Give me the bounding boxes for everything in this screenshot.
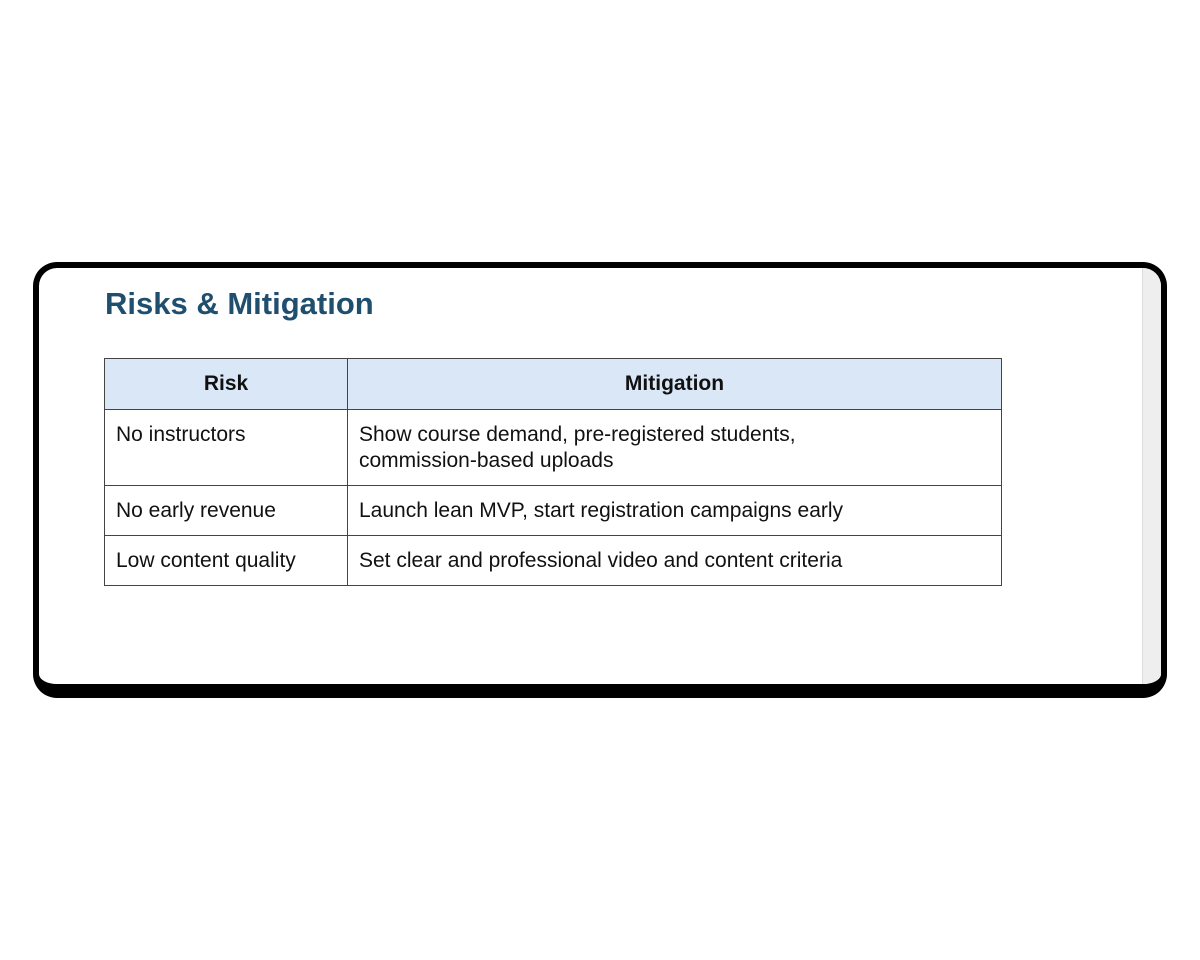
- section-title: Risks & Mitigation: [105, 286, 374, 321]
- table-row: [105, 410, 1002, 486]
- mitigation-cell: Set clear and professional video and content criteria: [348, 536, 1002, 586]
- risk-cell: No instructors: [105, 410, 348, 486]
- table-row: [105, 486, 1002, 536]
- table-header-row: [105, 359, 1002, 410]
- risk-cell: Low content quality: [105, 536, 348, 586]
- mitigation-cell: Launch lean MVP, start registration campaigns early: [348, 486, 1002, 536]
- column-header-risk: Risk: [105, 359, 348, 410]
- mitigation-cell: Show course demand, pre-registered students, commission-based uploads: [348, 410, 1002, 486]
- column-header-mitigation: Mitigation: [348, 359, 1002, 410]
- table-row: [105, 536, 1002, 586]
- scrollbar-track[interactable]: [1142, 268, 1161, 684]
- risk-cell: No early revenue: [105, 486, 348, 536]
- document-card: [33, 262, 1167, 698]
- risk-mitigation-table: [104, 358, 1002, 586]
